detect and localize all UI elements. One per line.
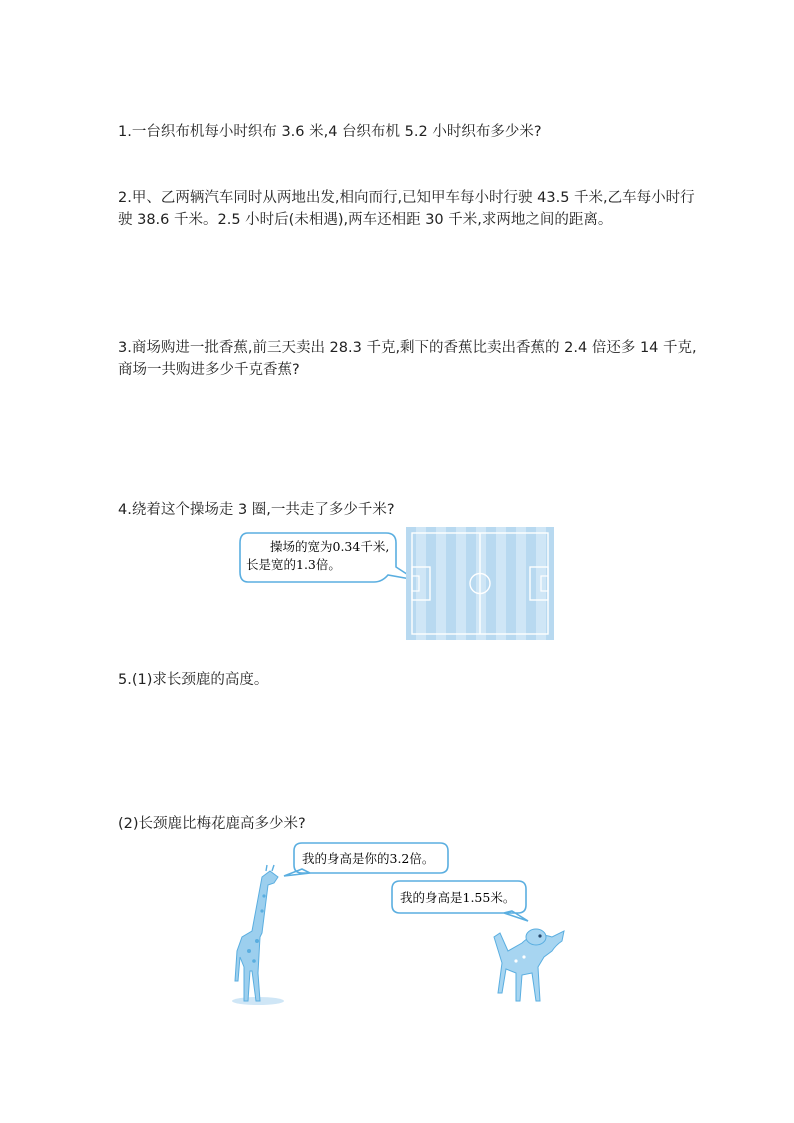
question-4: 4.绕着这个操场走 3 圈,一共走了多少千米? <box>118 502 395 518</box>
field-illustration <box>236 527 554 640</box>
field-bubble-line-2: 长是宽的1.3倍。 <box>246 557 341 572</box>
soccer-field <box>406 527 554 640</box>
deer-bubble-text: 我的身高是1.55米。 <box>400 890 516 905</box>
field-bubble-line-1: 操场的宽为0.34千米, <box>270 539 390 554</box>
giraffe-bubble-text: 我的身高是你的3.2倍。 <box>302 851 435 866</box>
question-5-part-1: 5.(1)求长颈鹿的高度。 <box>118 672 269 688</box>
question-3: 3.商场购进一批香蕉,前三天卖出 28.3 千克,剩下的香蕉比卖出香蕉的 2.4 倍还多 14 千克,商场一共购进多少千克香蕉? <box>118 340 697 378</box>
deer-figure <box>494 929 564 1001</box>
question-1: 1.一台织布机每小时织布 3.6 米,4 台织布机 5.2 小时织布多少米? <box>118 124 542 140</box>
giraffe-figure <box>232 865 284 1005</box>
question-5-part-2: (2)长颈鹿比梅花鹿高多少米? <box>118 816 306 832</box>
question-2: 2.甲、乙两辆汽车同时从两地出发,相向而行,已知甲车每小时行驶 43.5 千米,乙车每小时行驶 38.6 千米。2.5 小时后(未相遇),两车还相距 30 千米,求两地之间的距离。 <box>118 190 695 228</box>
giraffe-deer-illustration <box>222 841 582 1013</box>
